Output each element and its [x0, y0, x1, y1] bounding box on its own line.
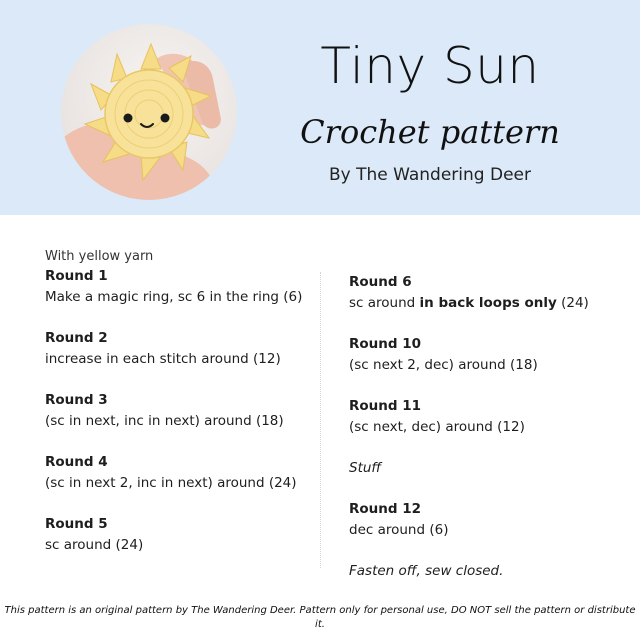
round-label: Round 11 — [349, 398, 422, 414]
round-label: Round 4 — [45, 454, 108, 470]
round-label: Round 5 — [45, 516, 108, 532]
round-step — [349, 334, 619, 376]
crochet-sun-photo — [61, 24, 237, 200]
round-text: (sc in next 2, inc in next) around (24) — [45, 475, 297, 491]
round-text: sc around (24) — [45, 537, 144, 553]
round-step — [45, 452, 315, 494]
round-step — [45, 514, 315, 556]
round-label: Round 12 — [349, 501, 422, 517]
stuff-note: Stuff — [349, 460, 382, 476]
round-label: Round 3 — [45, 392, 108, 408]
column-divider — [320, 272, 321, 568]
round-step — [45, 390, 315, 432]
round-text-end: (24) — [556, 295, 589, 311]
round-label: Round 10 — [349, 336, 422, 352]
round-text-emphasis: in back loops only — [419, 295, 557, 311]
round-label: Round 1 — [45, 268, 108, 284]
round-step — [349, 272, 619, 314]
author-byline: By The Wandering Deer — [329, 165, 531, 185]
instructions-left-column — [45, 248, 315, 576]
round-text: increase in each stitch around (12) — [45, 351, 281, 367]
page-title: Tiny Sun — [320, 37, 540, 95]
yarn-note: With yellow yarn — [45, 249, 154, 264]
round-label: Round 2 — [45, 330, 108, 346]
round-step — [45, 266, 315, 308]
round-text: (sc next, dec) around (12) — [349, 419, 525, 435]
header-banner — [0, 0, 640, 215]
round-text: dec around (6) — [349, 522, 449, 538]
round-step — [349, 499, 619, 541]
round-text-start: sc around — [349, 295, 420, 311]
page-subtitle: Crochet pattern — [300, 113, 560, 151]
round-text: (sc next 2, dec) around (18) — [349, 357, 538, 373]
round-label: Round 6 — [349, 274, 412, 290]
round-step — [45, 328, 315, 370]
round-step — [349, 396, 619, 438]
round-text — [349, 293, 619, 314]
finish-note: Fasten off, sew closed. — [349, 563, 504, 579]
round-text: Make a magic ring, sc 6 in the ring (6) — [45, 289, 303, 305]
copyright-footer: This pattern is an original pattern by The Wandering Deer. Pattern only for personal use, DO NOT sell the pattern or distribute it. — [4, 605, 636, 630]
round-text: (sc in next, inc in next) around (18) — [45, 413, 284, 429]
instructions-right-column — [349, 272, 619, 602]
